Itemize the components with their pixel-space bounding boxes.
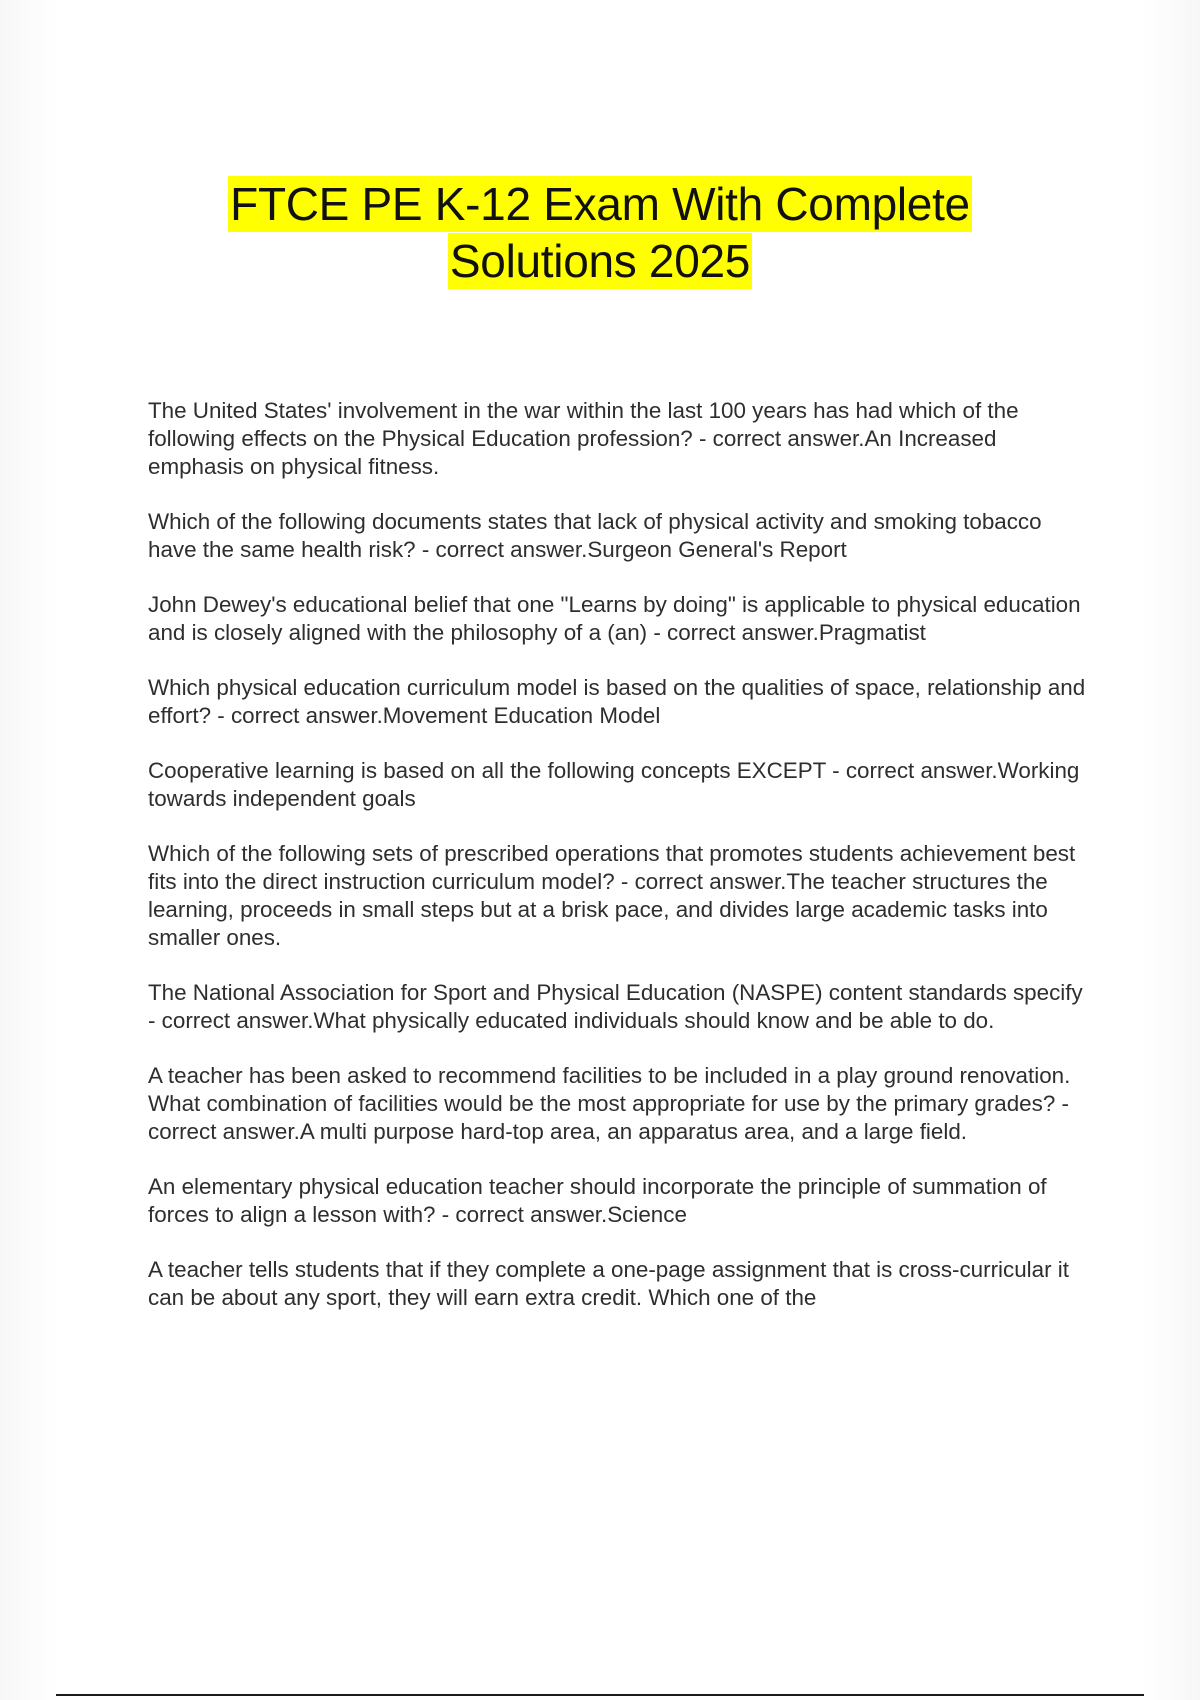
page-bottom-rule [56,1694,1144,1696]
answer-separator: - correct answer. [148,1008,314,1033]
answer-text: Movement Education Model [382,703,661,728]
answer-text: A multi purpose hard-top area, an apparatus area, and a large field. [299,1119,967,1144]
question-item [148,1173,1088,1229]
question-text: The United States' involvement in the war within the last 100 years has had which of the following effects on the Physical Education profession? [148,398,1019,451]
answer-separator: - correct answer. [415,537,588,562]
answer-separator: - correct answer. [647,620,819,645]
question-text: Which of the following sets of prescribed operations that promotes students achievement best fits into the direct instruction curriculum model? [148,841,1076,894]
document-title [0,176,1200,290]
answer-separator: - correct answer. [148,1091,1069,1144]
answer-text: Science [607,1202,687,1227]
answer-separator: - correct answer. [692,426,865,451]
question-text: A teacher tells students that if they complete a one-page assignment that is cross-curricular it can be about any sport, they will earn extra credit. Which one of the [148,1257,1069,1310]
answer-separator: - correct answer. [614,869,787,894]
question-item [148,591,1088,647]
question-text: Which of the following documents states that lack of physical activity and smoking tobacco have the same health risk? [148,509,1042,562]
answer-separator: - correct answer. [825,758,998,783]
answer-separator: - correct answer. [211,703,383,728]
question-text: Cooperative learning is based on all the following concepts EXCEPT [148,758,826,783]
question-list [148,397,1088,1339]
answer-separator: - correct answer. [435,1202,608,1227]
answer-text: Working towards independent goals [148,758,1080,811]
answer-text: The teacher structures the learning, proceeds in small steps but at a brisk pace, and divides large academic tasks into smaller ones. [148,869,1048,950]
answer-text: An Increased emphasis on physical fitness. [148,426,997,479]
title-line-1: FTCE PE K-12 Exam With Complete [230,178,970,230]
question-item [148,1062,1088,1146]
question-text: A teacher has been asked to recommend facilities to be included in a play ground renovation. What combination of facilities would be the most appropriate for use by the primary grades? [148,1063,1071,1116]
answer-text: Surgeon General's Report [587,537,847,562]
answer-text: What physically educated individuals should know and be able to do. [313,1008,995,1033]
question-item [148,757,1088,813]
question-item [148,508,1088,564]
title-line-2: Solutions 2025 [449,235,751,287]
question-item [148,979,1088,1035]
question-item [148,674,1088,730]
question-text: An elementary physical education teacher should incorporate the principle of summation of forces to align a lesson with? [148,1174,1047,1227]
answer-text: Pragmatist [818,620,926,645]
question-item [148,1256,1088,1312]
question-item [148,397,1088,481]
question-text: John Dewey's educational belief that one "Learns by doing" is applicable to physical education and is closely aligned with the philosophy of a (an) [148,592,1081,645]
question-item [148,840,1088,952]
question-text: The National Association for Sport and Physical Education (NASPE) content standards specify [148,980,1083,1005]
question-text: Which physical education curriculum model is based on the qualities of space, relationship and effort? [148,675,1086,728]
